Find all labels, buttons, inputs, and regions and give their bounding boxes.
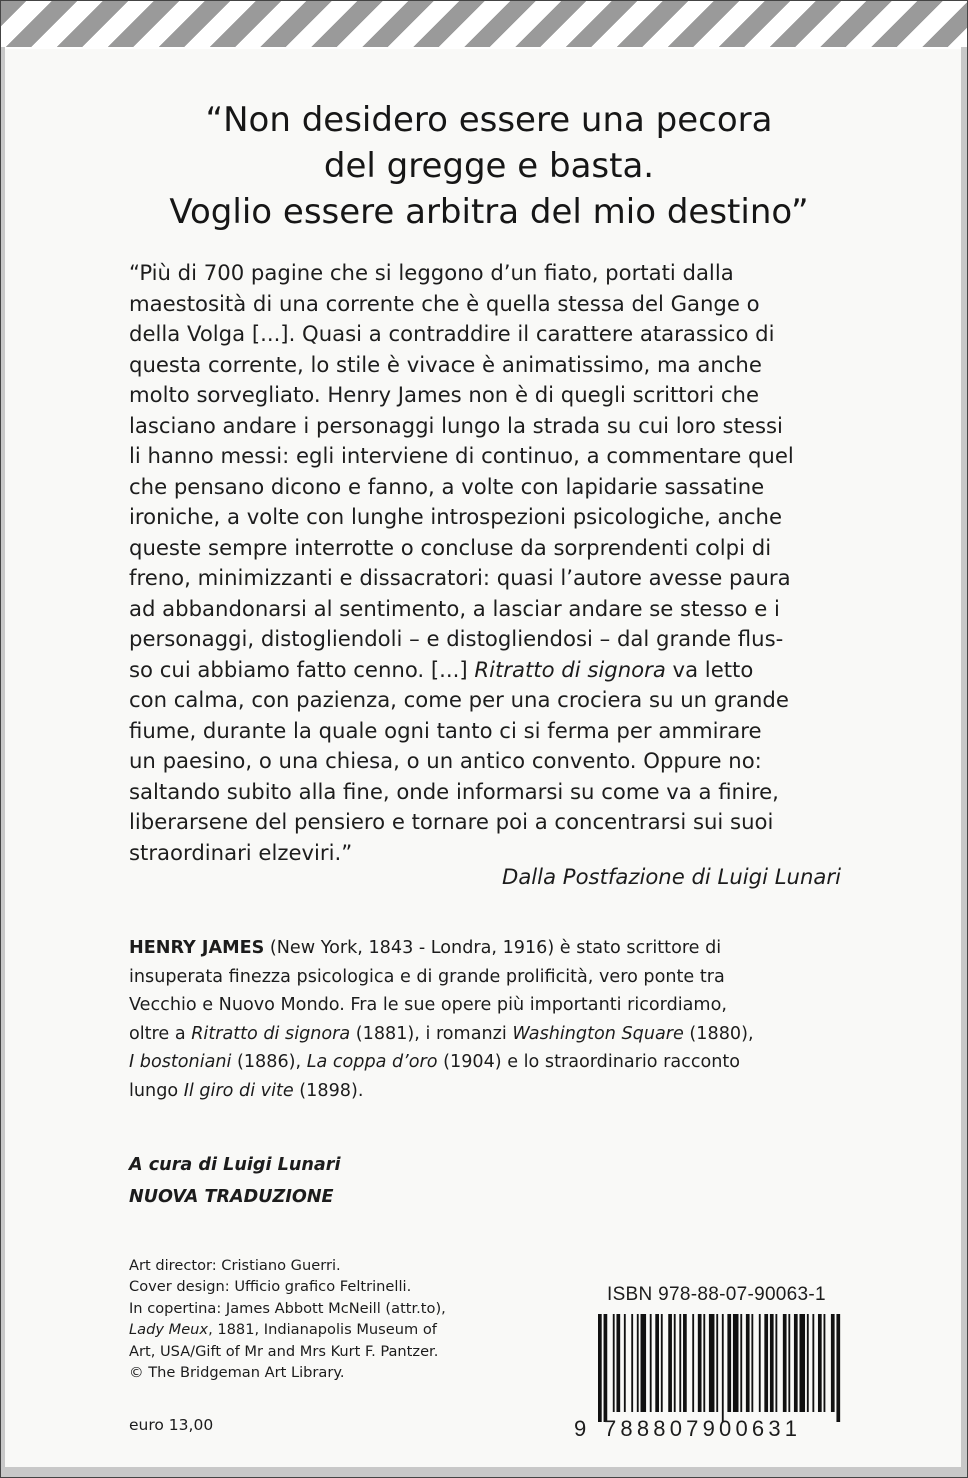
credit-line: Art director: Cristiano Guerri. bbox=[129, 1257, 341, 1274]
blurb-line: personaggi, distogliendoli – e distogliendosi – dal grande flus- bbox=[129, 626, 784, 651]
blurb-line: lasciano andare i personaggi lungo la strada su cui loro stessi bbox=[129, 412, 783, 438]
blurb-line: liberarsene del pensiero e tornare poi a concentrarsi sui suoi bbox=[129, 809, 774, 834]
blurb-line: con calma, con pazienza, come per una crociera su un grande bbox=[129, 687, 789, 712]
barcode-bar bbox=[727, 1314, 731, 1412]
edition-info bbox=[129, 1149, 340, 1213]
blurb-line: queste sempre interrotte o concluse da sorprendenti colpi di bbox=[129, 534, 772, 560]
barcode-bar bbox=[746, 1314, 750, 1412]
page-edge-left bbox=[1, 47, 5, 1467]
bio-text: (1904) e lo straordinario racconto bbox=[437, 1052, 741, 1073]
blurb-line: che pensano dicono e fanno, a volte con lapidarie sassatine bbox=[129, 473, 765, 499]
bio-text: oltre a bbox=[129, 1023, 192, 1044]
headline-quote bbox=[129, 97, 849, 235]
work-title: Washington Square bbox=[512, 1023, 684, 1044]
striped-top-band bbox=[1, 1, 967, 49]
artwork-title: Lady Meux bbox=[129, 1321, 209, 1339]
barcode-bar bbox=[733, 1314, 739, 1412]
barcode-bar bbox=[709, 1314, 715, 1412]
barcode-bar bbox=[788, 1314, 790, 1412]
barcode-bar bbox=[679, 1314, 681, 1412]
barcode-bar bbox=[624, 1314, 626, 1412]
bio-text: (New York, 1843 - Londra, 1916) è stato scrittore di bbox=[264, 938, 722, 958]
bio-text: (1898). bbox=[293, 1080, 364, 1101]
credit-line: In copertina: James Abbott McNeill (attr.to), bbox=[129, 1299, 446, 1317]
blurb-line: della Volga [...]. Quasi a contraddire il carattere atarassico di bbox=[129, 321, 775, 346]
barcode-bar bbox=[799, 1314, 805, 1412]
book-title: Ritratto di signora bbox=[474, 656, 666, 682]
quote-line: del gregge e basta. bbox=[323, 146, 655, 186]
barcode-bar bbox=[683, 1314, 687, 1412]
page-edge-bottom bbox=[1, 1467, 967, 1477]
critic-blurb bbox=[129, 258, 845, 868]
bio-text: lungo bbox=[129, 1080, 184, 1101]
barcode-bar bbox=[770, 1314, 774, 1412]
barcode-digits bbox=[574, 1416, 854, 1442]
author-name: HENRY JAMES bbox=[129, 938, 265, 958]
blurb-line: saltando subito alla fine, onde informarsi su come va a finire, bbox=[129, 778, 779, 804]
quote-line: Voglio essere arbitra del mio destino” bbox=[169, 192, 809, 232]
blurb-line: molto sorvegliato. Henry James non è di quegli scrittori che bbox=[129, 382, 759, 407]
bio-line: insuperata finezza psicologica e di grande prolificità, vero ponte tra bbox=[129, 966, 725, 987]
barcode-bar bbox=[655, 1314, 659, 1412]
barcode-bar bbox=[668, 1314, 672, 1412]
page-edge-right bbox=[961, 47, 967, 1467]
bio-line bbox=[129, 1020, 845, 1049]
barcode-bar bbox=[674, 1314, 676, 1412]
work-title: Ritratto di signora bbox=[191, 1023, 351, 1044]
barcode-bar bbox=[812, 1314, 814, 1412]
barcode-bar bbox=[740, 1314, 742, 1412]
bio-line bbox=[129, 1048, 845, 1077]
barcode-bar bbox=[794, 1314, 798, 1412]
barcode-bar bbox=[751, 1314, 753, 1412]
barcode-bar bbox=[831, 1314, 835, 1412]
blurb-line: fiume, durante la quale ogni tanto ci si ferma per ammirare bbox=[129, 717, 762, 743]
barcode-bar bbox=[604, 1314, 608, 1422]
barcode-bar bbox=[613, 1314, 615, 1412]
quote-line: “Non desidero essere una pecora bbox=[205, 100, 773, 140]
work-title: I bostoniani bbox=[129, 1052, 232, 1073]
barcode-image bbox=[598, 1314, 842, 1422]
bio-line bbox=[129, 1077, 845, 1106]
barcode-bar bbox=[836, 1314, 840, 1422]
bio-text: (1886), bbox=[231, 1052, 307, 1073]
blurb-line: “Più di 700 pagine che si leggono d’un fiato, portati dalla bbox=[129, 260, 734, 285]
credit-line: Art, USA/Gift of Mr and Mrs Kurt F. Pantzer. bbox=[129, 1342, 439, 1360]
barcode-bar bbox=[661, 1314, 663, 1412]
barcode-bar bbox=[818, 1314, 822, 1412]
barcode-bar bbox=[716, 1314, 718, 1412]
barcode-bar bbox=[722, 1314, 724, 1422]
barcode-bar bbox=[764, 1314, 768, 1412]
barcode-bar bbox=[783, 1314, 787, 1412]
price-label: euro 13,00 bbox=[129, 1416, 214, 1434]
blurb-text: so cui abbiamo fatto cenno. [...] bbox=[129, 656, 475, 682]
bio-text: (1880), bbox=[683, 1023, 754, 1044]
credit-line: © The Bridgeman Art Library. bbox=[129, 1364, 345, 1382]
barcode-bar bbox=[598, 1314, 602, 1422]
editor-credit: A cura di Luigi Lunari bbox=[129, 1155, 341, 1175]
blurb-line: freno, minimizzanti e dissacratori: quasi l’autore avesse paura bbox=[129, 565, 791, 590]
blurb-line: li hanno messi: egli interviene di continuo, a commentare quel bbox=[129, 443, 794, 468]
barcode-bar bbox=[692, 1314, 694, 1412]
barcode-bar bbox=[637, 1314, 639, 1412]
barcode-first-digit: 9 bbox=[574, 1416, 587, 1441]
work-title: La coppa d’oro bbox=[306, 1052, 438, 1073]
barcode-bar bbox=[698, 1314, 702, 1412]
credit-text: , 1881, Indianapolis Museum of bbox=[208, 1321, 437, 1339]
translation-label: NUOVA TRADUZIONE bbox=[129, 1187, 334, 1207]
barcode-bar bbox=[759, 1314, 761, 1412]
work-title: Il giro di vite bbox=[183, 1080, 294, 1101]
bio-text: (1881), i romanzi bbox=[350, 1023, 513, 1044]
blurb-line: straordinari elzeviri.” bbox=[129, 839, 353, 865]
barcode-bar bbox=[641, 1314, 647, 1412]
blurb-line: questa corrente, lo stile è vivace è animatissimo, ma anche bbox=[129, 351, 762, 377]
author-bio bbox=[129, 934, 845, 1106]
cover-credits bbox=[129, 1255, 446, 1383]
barcode-bar bbox=[631, 1314, 633, 1412]
blurb-line: ad abbandonarsi al sentimento, a lasciar andare se stesso e i bbox=[129, 595, 780, 621]
bio-line: Vecchio e Nuovo Mondo. Fra le sue opere più importanti ricordiamo, bbox=[129, 995, 727, 1016]
blurb-text: va letto bbox=[665, 656, 754, 682]
barcode-bar bbox=[616, 1314, 620, 1412]
blurb-attribution: Dalla Postfazione di Luigi Lunari bbox=[502, 864, 841, 889]
barcode-bar bbox=[650, 1314, 652, 1412]
barcode-bar bbox=[807, 1314, 809, 1412]
isbn-label: ISBN 978-88-07-90063-1 bbox=[607, 1284, 826, 1305]
blurb-line bbox=[129, 655, 845, 686]
barcode-bar bbox=[824, 1314, 826, 1412]
bio-line bbox=[129, 934, 845, 963]
blurb-line: maestosità di una corrente che è quella stessa del Gange o bbox=[129, 290, 760, 316]
blurb-line: ironiche, a volte con lunghe introspezioni psicologiche, anche bbox=[129, 504, 782, 529]
credit-line: Cover design: Ufficio grafico Feltrinelli. bbox=[129, 1278, 412, 1296]
barcode-number: 788807900631 bbox=[604, 1416, 802, 1441]
barcode-bar bbox=[703, 1314, 705, 1412]
barcode-bar bbox=[775, 1314, 777, 1412]
credit-line bbox=[129, 1319, 446, 1340]
blurb-line: un paesino, o una chiesa, o un antico convento. Oppure no: bbox=[129, 748, 762, 773]
